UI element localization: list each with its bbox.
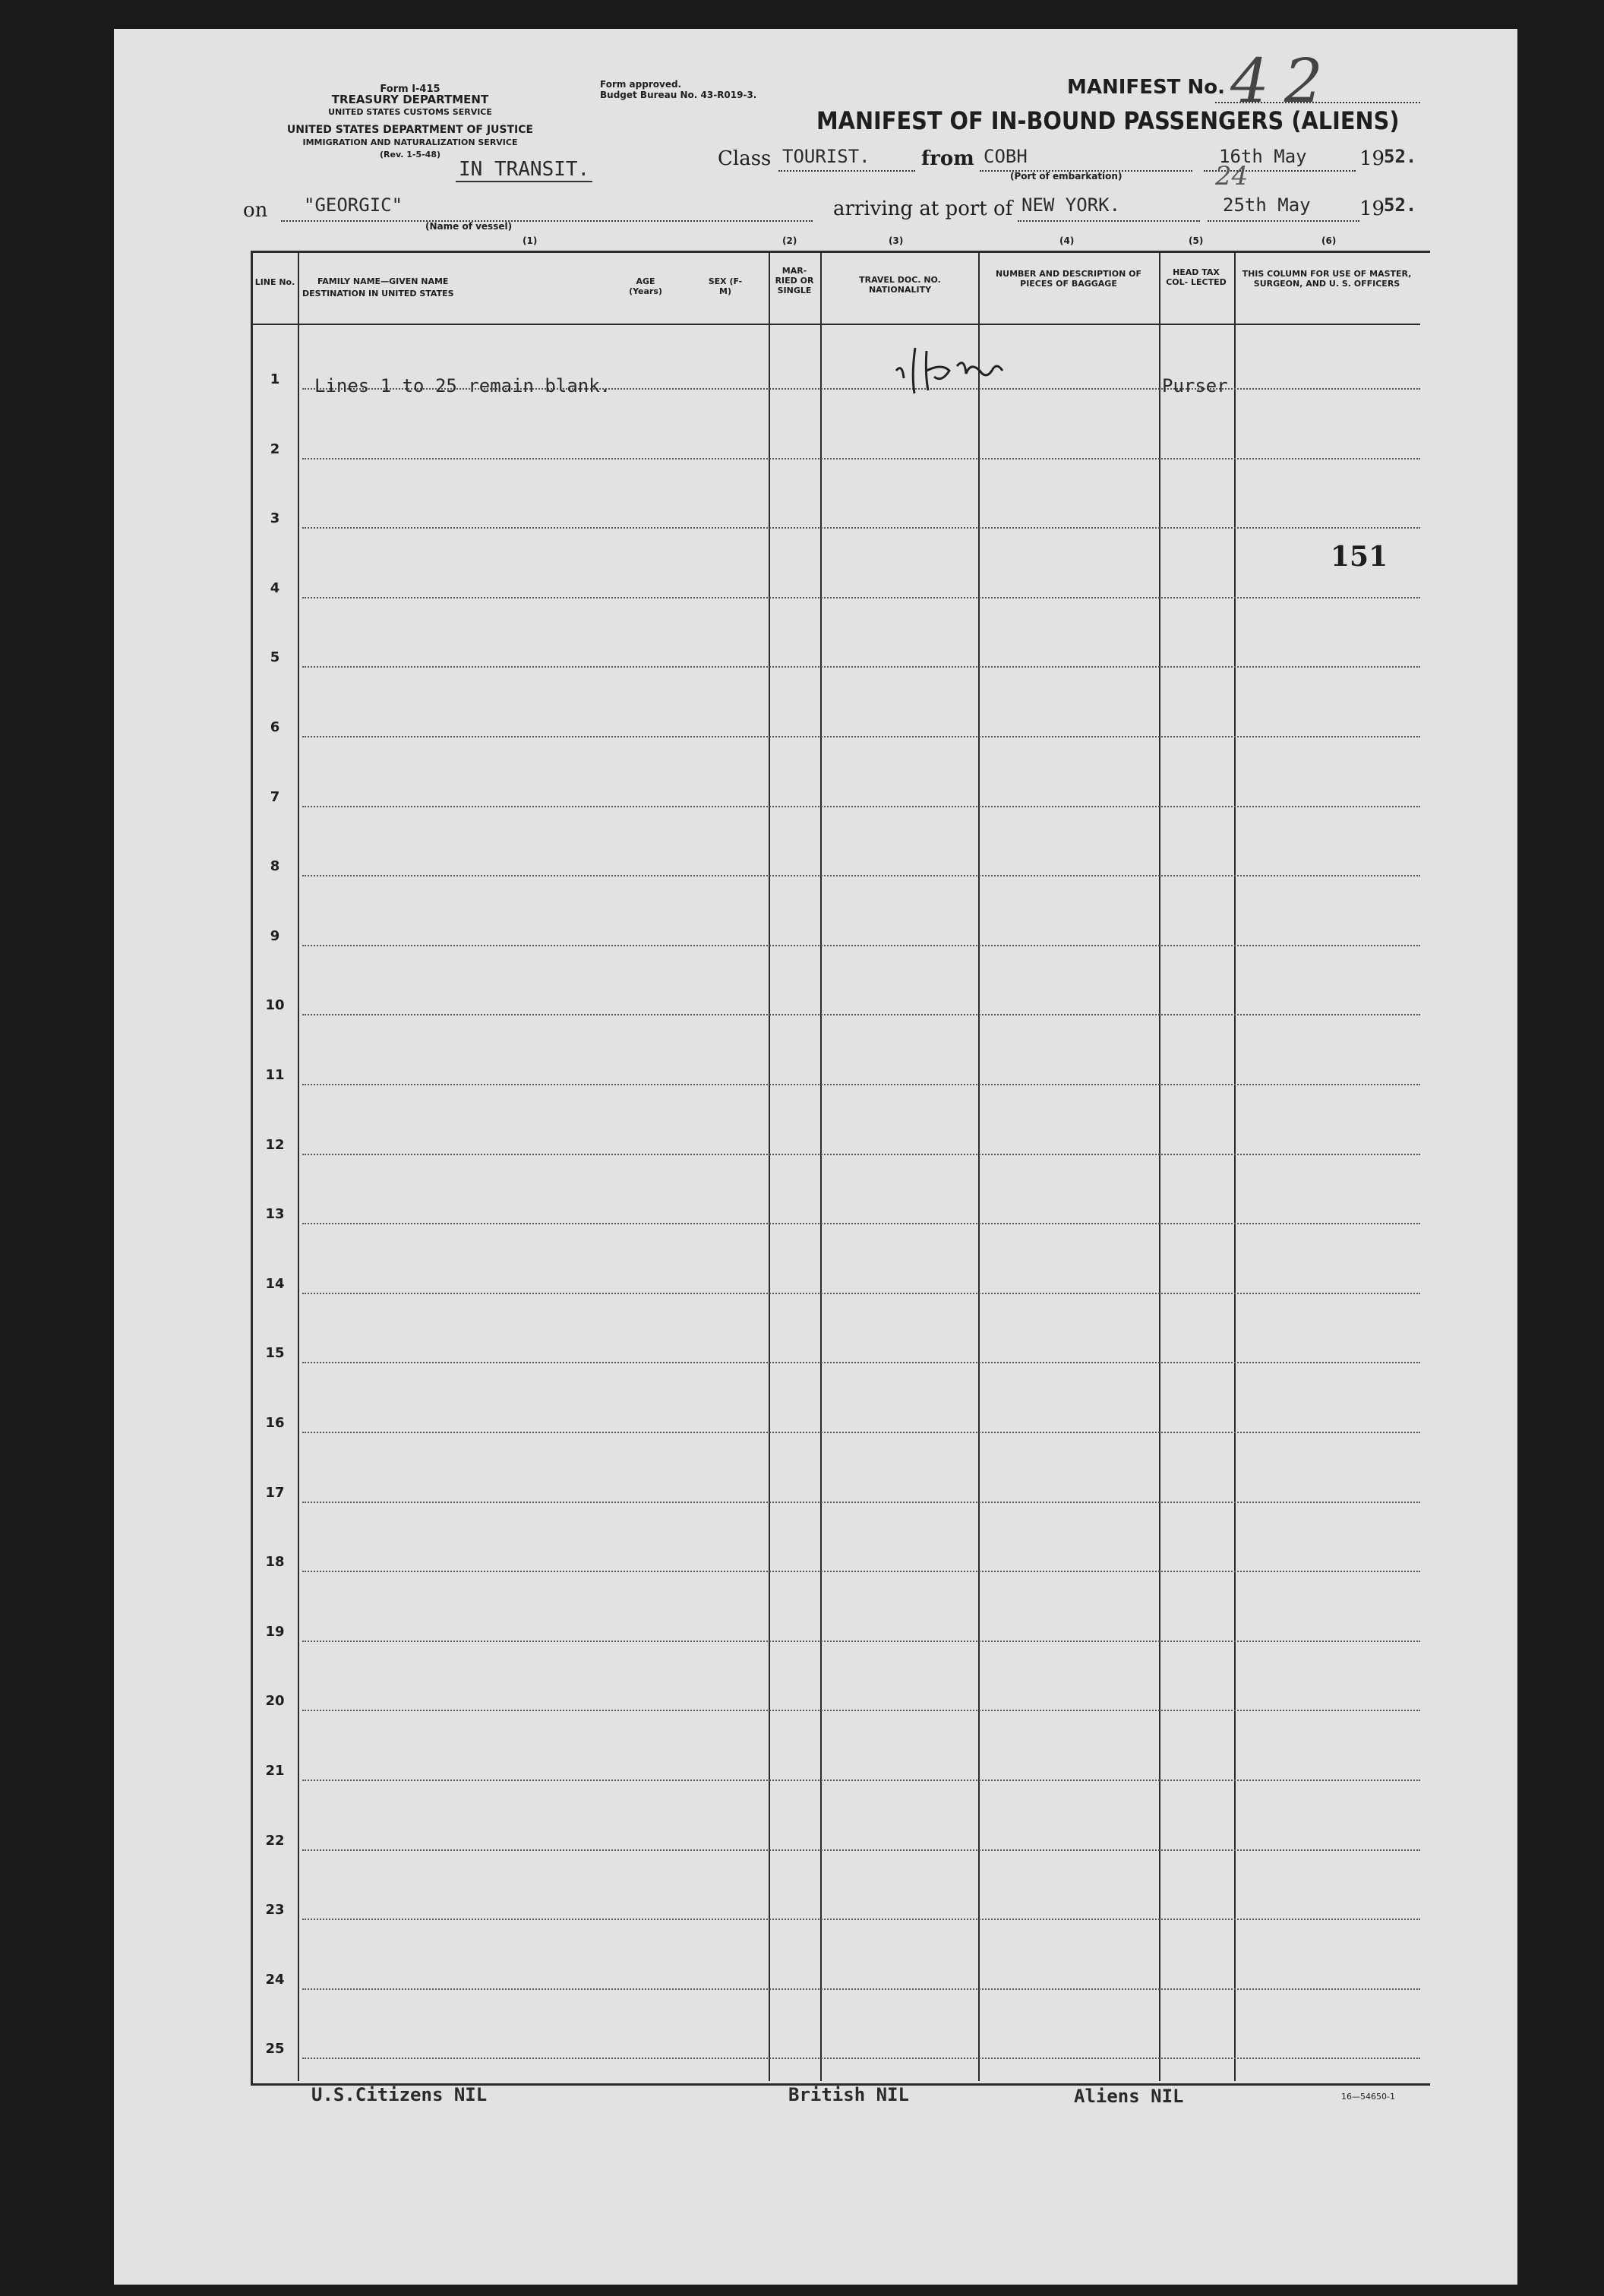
row-rule bbox=[302, 2058, 1420, 2059]
row-number: 23 bbox=[265, 1902, 285, 1918]
manifest-no-label: MANIFEST No. bbox=[1067, 76, 1225, 99]
class-line bbox=[778, 170, 915, 172]
handwritten-initials bbox=[881, 340, 1078, 401]
row-number: 4 bbox=[270, 580, 280, 596]
col-number-6: (6) bbox=[1321, 235, 1337, 246]
row-number: 22 bbox=[265, 1833, 285, 1849]
header-married: MAR- RIED OR SINGLE bbox=[775, 266, 814, 295]
row-number: 18 bbox=[265, 1554, 285, 1570]
row-rule bbox=[302, 1780, 1420, 1781]
row-number: 8 bbox=[270, 858, 280, 874]
budget-bureau: Budget Bureau No. 43-R019-3. bbox=[600, 90, 757, 100]
row-number: 1 bbox=[270, 371, 280, 387]
depart-year-prefix: 19 bbox=[1359, 147, 1385, 170]
row-number: 15 bbox=[265, 1345, 285, 1361]
col-number-2: (2) bbox=[782, 235, 797, 246]
treasury-dept: TREASURY DEPARTMENT bbox=[331, 93, 489, 106]
row-number: 7 bbox=[270, 789, 280, 805]
header-baggage: NUMBER AND DESCRIPTION OF PIECES OF BAGGAGE bbox=[995, 269, 1142, 289]
arrival-date-line bbox=[1208, 220, 1359, 222]
row-rule bbox=[302, 736, 1420, 737]
header-sex: SEX (F-M) bbox=[708, 276, 743, 296]
header-destination: DESTINATION IN UNITED STATES bbox=[302, 289, 454, 298]
form-approved: Form approved. bbox=[600, 79, 682, 90]
row-number: 11 bbox=[265, 1067, 285, 1083]
row-number: 5 bbox=[270, 649, 280, 665]
in-transit: IN TRANSIT. bbox=[459, 158, 590, 181]
header-officers: THIS COLUMN FOR USE OF MASTER, SURGEON, AND U. S. OFFICERS bbox=[1242, 269, 1412, 289]
row-number: 17 bbox=[265, 1485, 285, 1501]
class-value: TOURIST. bbox=[782, 146, 870, 167]
revision: (Rev. 1-5-48) bbox=[379, 150, 440, 159]
footer-aliens: Aliens NIL bbox=[1074, 2086, 1184, 2107]
from-label: from bbox=[921, 147, 974, 170]
vessel-name: "GEORGIC" bbox=[304, 194, 403, 216]
row-rule bbox=[302, 1919, 1420, 1920]
print-code: 16—54650-1 bbox=[1341, 2092, 1395, 2102]
depart-date: 16th May bbox=[1219, 146, 1307, 167]
arrival-port-line bbox=[1018, 220, 1200, 222]
row-number: 3 bbox=[270, 510, 280, 526]
manifest-number: 42 bbox=[1230, 46, 1338, 116]
row1-remark: Lines 1 to 25 remain blank. bbox=[314, 375, 611, 396]
row-rule bbox=[302, 875, 1420, 876]
row-rule bbox=[302, 597, 1420, 598]
vessel-line bbox=[281, 220, 813, 222]
col-number-4: (4) bbox=[1059, 235, 1075, 246]
row-rule bbox=[302, 666, 1420, 668]
ins-service: IMMIGRATION AND NATURALIZATION SERVICE bbox=[302, 137, 518, 147]
date-correction: 24 bbox=[1215, 161, 1249, 191]
row-number: 14 bbox=[265, 1276, 285, 1292]
col-number-1: (1) bbox=[523, 235, 538, 246]
row-rule bbox=[302, 1571, 1420, 1572]
arriving-label: arriving at port of bbox=[833, 197, 1013, 220]
vessel-caption: (Name of vessel) bbox=[425, 221, 513, 232]
row-rule bbox=[302, 1988, 1420, 1990]
from-value: COBH bbox=[984, 146, 1028, 167]
depart-year: 52. bbox=[1384, 146, 1417, 167]
row-number: 9 bbox=[270, 928, 280, 944]
header-age: AGE (Years) bbox=[629, 276, 662, 296]
arrival-date: 25th May bbox=[1223, 194, 1311, 216]
col-divider-line-no bbox=[298, 252, 299, 2081]
row-rule bbox=[302, 1432, 1420, 1433]
header-head-tax: HEAD TAX COL- LECTED bbox=[1166, 267, 1227, 287]
header-family-name: FAMILY NAME—GIVEN NAME bbox=[317, 276, 449, 286]
row1-head-tax: Purser bbox=[1162, 375, 1228, 396]
row-number: 10 bbox=[265, 997, 285, 1013]
row-number: 6 bbox=[270, 719, 280, 735]
on-label: on bbox=[243, 199, 268, 222]
header-line-no: LINE No. bbox=[254, 277, 295, 287]
manifest-no-line bbox=[1215, 102, 1420, 103]
header-bottom-rule bbox=[251, 324, 1420, 325]
row-rule bbox=[302, 527, 1420, 529]
row-number: 13 bbox=[265, 1206, 285, 1222]
row-number: 19 bbox=[265, 1624, 285, 1640]
justice-dept: UNITED STATES DEPARTMENT OF JUSTICE bbox=[286, 124, 534, 136]
row-rule bbox=[302, 1362, 1420, 1363]
row-rule bbox=[302, 1014, 1420, 1015]
row-rule bbox=[302, 1154, 1420, 1155]
row-rule bbox=[302, 1849, 1420, 1851]
row-rule bbox=[302, 1223, 1420, 1224]
row-number: 2 bbox=[270, 441, 280, 457]
class-label: Class bbox=[718, 147, 772, 170]
manifest-table-frame bbox=[251, 251, 1430, 2086]
row-rule bbox=[302, 458, 1420, 460]
form-number: Form I-415 bbox=[380, 84, 440, 95]
row-rule bbox=[302, 945, 1420, 946]
arrival-port: NEW YORK. bbox=[1021, 194, 1121, 216]
header-travel-doc: TRAVEL DOC. NO. NATIONALITY bbox=[859, 275, 941, 295]
row-number: 25 bbox=[265, 2041, 285, 2057]
row-rule bbox=[302, 1084, 1420, 1085]
row-rule bbox=[302, 1710, 1420, 1711]
row-rule bbox=[302, 806, 1420, 807]
footer-us-citizens: U.S.Citizens NIL bbox=[311, 2084, 488, 2105]
col-number-5: (5) bbox=[1189, 235, 1204, 246]
customs-service: UNITED STATES CUSTOMS SERVICE bbox=[328, 107, 492, 117]
col-number-3: (3) bbox=[889, 235, 904, 246]
row-rule bbox=[302, 1502, 1420, 1503]
row-rule bbox=[302, 1293, 1420, 1294]
port-embark-caption: (Port of embarkation) bbox=[1010, 171, 1122, 182]
footer-british: British NIL bbox=[788, 2084, 909, 2105]
row-rule bbox=[302, 1641, 1420, 1642]
in-transit-underline bbox=[456, 181, 592, 182]
arrival-year-prefix: 19 bbox=[1359, 197, 1385, 220]
row-number: 12 bbox=[265, 1137, 285, 1153]
row-number: 16 bbox=[265, 1415, 285, 1431]
arrival-year: 52. bbox=[1384, 194, 1417, 216]
row-number: 21 bbox=[265, 1763, 285, 1779]
stamp-number: 151 bbox=[1331, 541, 1388, 573]
row-number: 24 bbox=[265, 1972, 285, 1988]
page-title: MANIFEST OF IN-BOUND PASSENGERS (ALIENS) bbox=[816, 106, 1400, 135]
row-number: 20 bbox=[265, 1693, 285, 1709]
